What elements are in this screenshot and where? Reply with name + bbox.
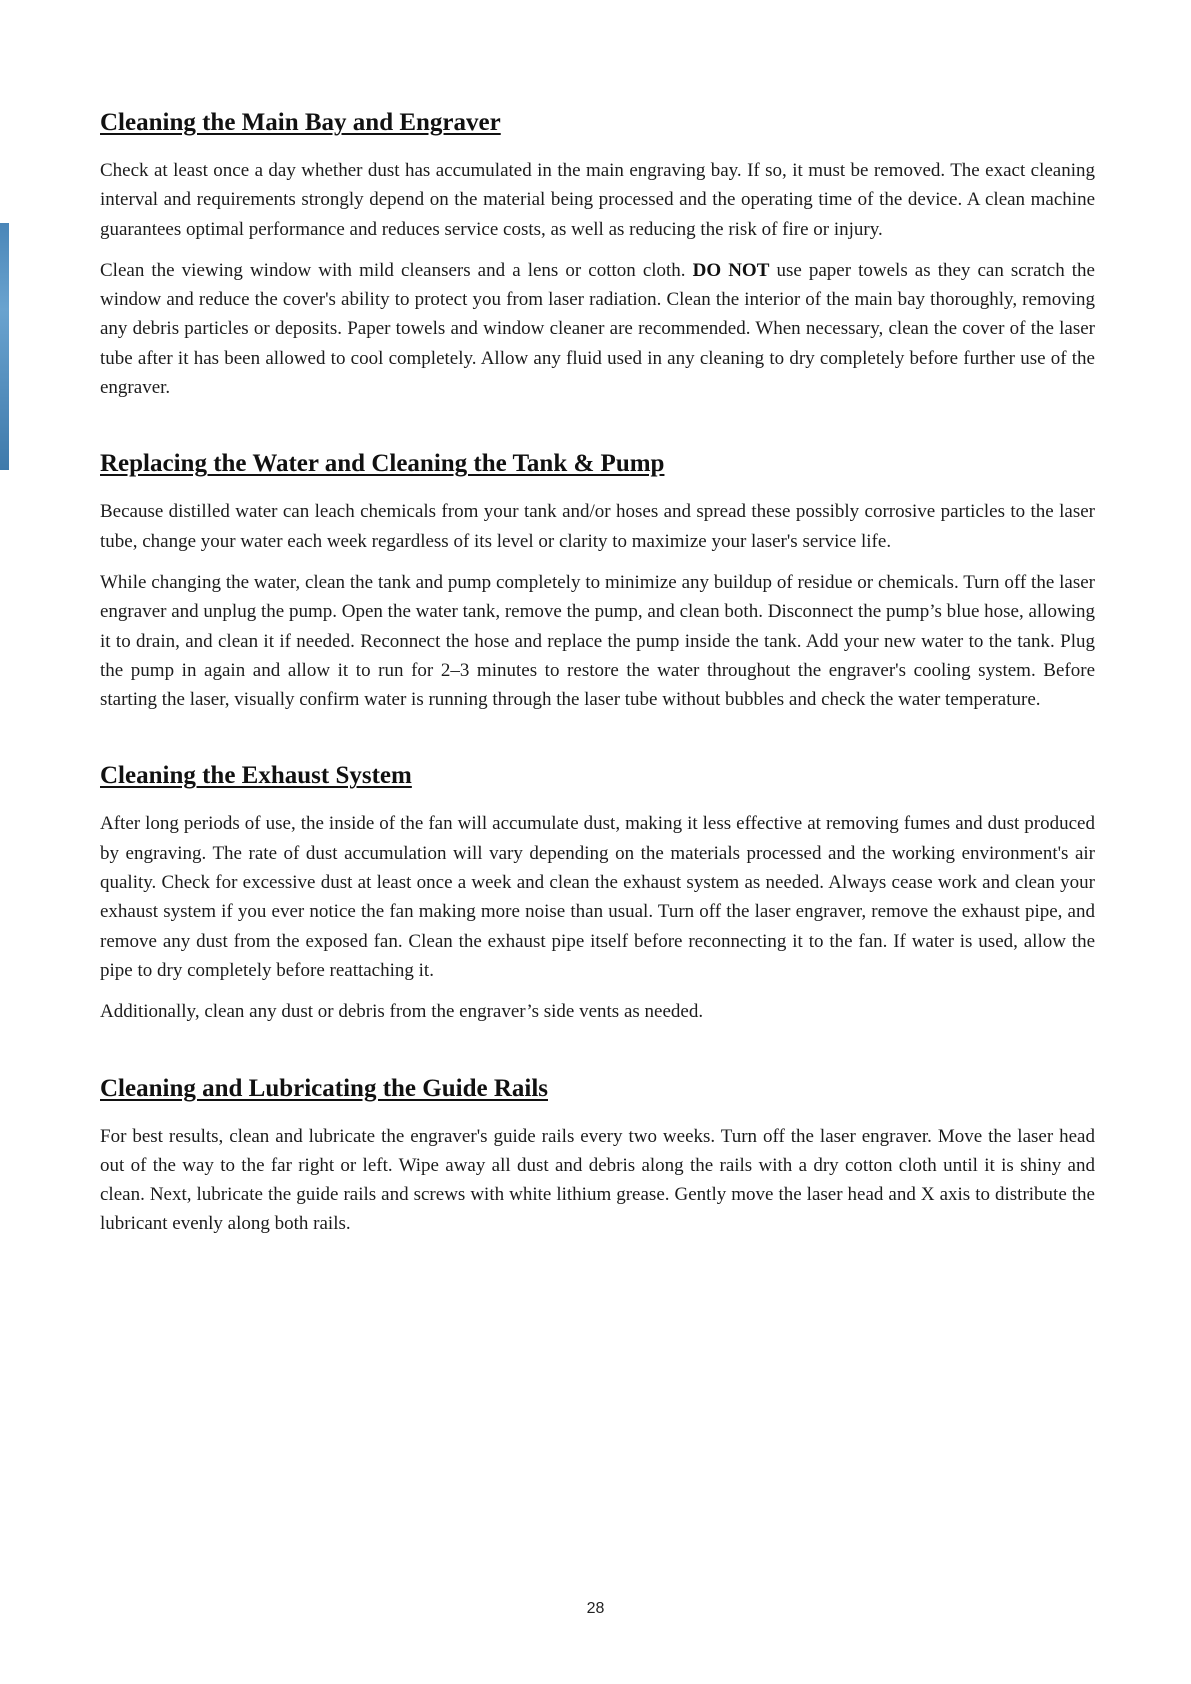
section-heading: Cleaning the Main Bay and Engraver [100, 109, 501, 136]
paragraph: Additionally, clean any dust or debris from the engraver’s side vents as needed. [100, 1001, 704, 1023]
section-heading: Cleaning the Exhaust System [100, 762, 412, 790]
section-heading: Cleaning and Lubricating the Guide Rails [100, 1074, 548, 1102]
paragraph-viewing-window [100, 256, 1095, 402]
section-water-tank-pump [100, 449, 1095, 714]
paragraph-text: Clean the viewing window with mild cleansers and a lens or cotton cloth. [100, 259, 686, 281]
paragraph: After long periods of use, the inside of the fan will accumulate dust, making it less effective at removing fumes and dust produced by engraving. The rate of dust accumulation will vary depending on the materials processed and the working environment's air quality. Check for excessive dust at least once a week and clean the exhaust system as needed. Always cease work and clean your exhaust system if you ever notice the fan making more noise than usual. Turn off the laser engraver, remove the exhaust pipe, and remove any dust from the exposed fan. Clean the exhaust pipe itself before reconnecting it to the fan. If water is used, allow the pipe to dry completely before reattaching it. [100, 813, 1095, 981]
page-number: 28 [586, 1600, 605, 1617]
page-content [100, 108, 1095, 1239]
emphasis-do-not: DO NOT [692, 259, 770, 281]
section-heading: Replacing the Water and Cleaning the Tank & Pump [100, 450, 665, 478]
paragraph: Because distilled water can leach chemicals from your tank and/or hoses and spread these possibly corrosive particles to the laser tube, change your water each week regardless of its level or clarity to maximize your laser's service life. [100, 501, 1095, 552]
section-guide-rails [100, 1074, 1095, 1239]
section-main-bay [100, 108, 1095, 402]
side-tab-marker [0, 223, 9, 470]
paragraph: For best results, clean and lubricate the engraver's guide rails every two weeks. Turn off the laser engraver. Move the laser head out of the way to the far right or left. Wipe away all dust and debris along the rails with a dry cotton cloth until it is shiny and clean. Next, lubricate the guide rails and screws with white lithium grease. Gently move the laser head and X axis to distribute the lubricant evenly along both rails. [100, 1125, 1095, 1235]
paragraph-text: use paper towels as they can scratch the window and reduce the cover's ability to protect you from laser radiation. Clean the interior of the main bay thoroughly, removing any debris particles or deposits. Paper towels and window cleaner are recommended. When necessary, clean the cover of the laser tube after it has been allowed to cool completely. Allow any fluid used in any cleaning to dry completely before further use of the engraver. [100, 259, 1095, 399]
paragraph: Check at least once a day whether dust has accumulated in the main engraving bay. If so, it must be removed. The exact cleaning interval and requirements strongly depend on the material being processed and the operating time of the device. A clean machine guarantees optimal performance and reduces service costs, as well as reducing the risk of fire or injury. [100, 160, 1095, 240]
section-exhaust-system [100, 761, 1095, 1026]
paragraph: While changing the water, clean the tank and pump completely to minimize any buildup of residue or chemicals. Turn off the laser engraver and unplug the pump. Open the water tank, remove the pump, and clean both. Disconnect the pump’s blue hose, allowing it to drain, and clean it if needed. Reconnect the hose and replace the pump inside the tank. Add your new water to the tank. Plug the pump in again and allow it to run for 2–3 minutes to restore the water throughout the engraver's cooling system. Before starting the laser, visually confirm water is running through the laser tube without bubbles and check the water temperature. [100, 571, 1095, 711]
